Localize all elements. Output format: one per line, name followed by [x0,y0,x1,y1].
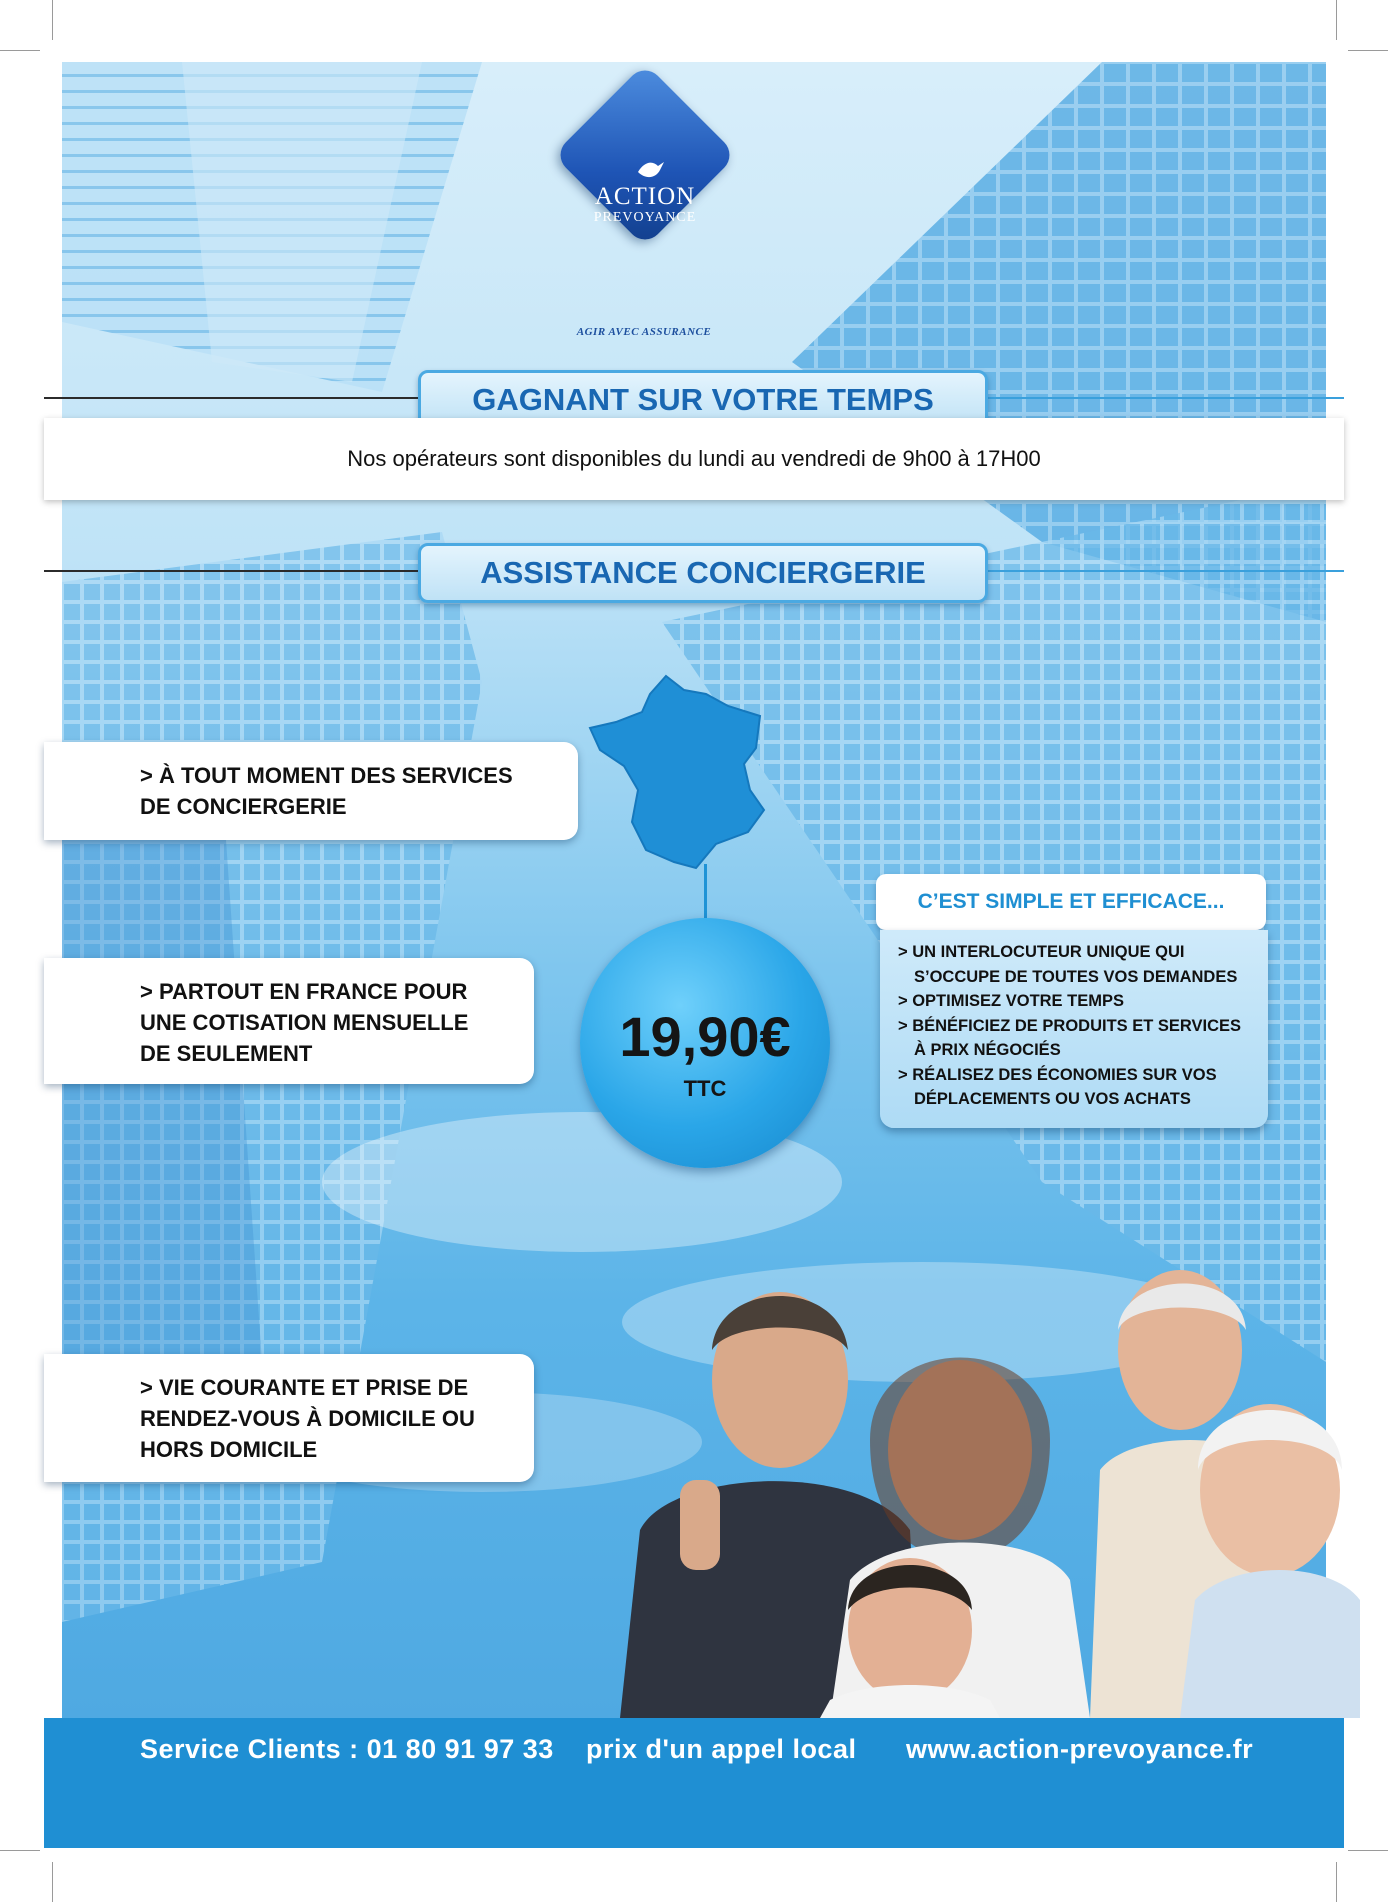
divider-line [44,397,420,399]
logo-subname: PREVOYANCE [593,210,697,225]
dove-icon [636,158,666,184]
logo-name: ACTION [594,183,696,210]
benefits-heading: C’EST SIMPLE ET EFFICACE... [876,874,1266,930]
benefit-line: S’OCCUPE DE TOUTES VOS DEMANDES [914,967,1238,986]
benefit-line: > OPTIMISEZ VOTRE TEMPS [898,992,1124,1010]
crop-mark [0,50,40,51]
crop-mark [1348,1850,1388,1851]
service-phone: Service Clients : 01 80 91 97 33 [140,1734,554,1764]
feature-card [44,742,578,840]
feature-line: DE CONCIERGERIE [140,794,347,819]
crop-mark [1336,1862,1337,1902]
feature-line: RENDEZ-VOUS À DOMICILE OU [140,1406,475,1431]
feature-line: > VIE COURANTE ET PRISE DE [140,1375,469,1400]
benefit-line: > UN INTERLOCUTEUR UNIQUE QUI [898,943,1185,961]
brand-tagline: AGIR AVEC ASSURANCE [576,326,712,338]
hours-bar: Nos opérateurs sont disponibles du lundi au vendredi de 9h00 à 17H00 [44,418,1344,500]
benefit-line: > BÉNÉFICIEZ DE PRODUITS ET SERVICES [898,1016,1242,1035]
brand-logo [540,80,760,338]
feature-line: HORS DOMICILE [140,1437,318,1462]
headline-banner: GAGNANT SUR VOTRE TEMPS [418,370,988,430]
crop-mark [52,1862,53,1902]
benefits-list [880,930,1268,1128]
feature-line: DE SEULEMENT [140,1041,313,1066]
crop-mark [1348,50,1388,51]
benefit-line: DÉPLACEMENTS OU VOS ACHATS [914,1090,1191,1108]
benefit-line: À PRIX NÉGOCIÉS [914,1041,1061,1059]
benefit-line: > RÉALISEZ DES ÉCONOMIES SUR VOS [898,1065,1217,1084]
feature-line: > PARTOUT EN FRANCE POUR [140,979,468,1004]
family-photo [530,1200,1360,1718]
price-value: 19,90€ [619,1005,791,1068]
service-title-banner: ASSISTANCE CONCIERGERIE [418,543,988,603]
divider-line [44,570,420,572]
feature-line: > À TOUT MOMENT DES SERVICES [140,763,513,788]
crop-mark [1336,0,1337,40]
france-map-icon [588,672,778,872]
feature-card [44,1354,534,1482]
crop-mark [0,1850,40,1851]
price-badge [580,918,830,1168]
call-cost: prix d'un appel local [586,1734,857,1764]
price-suffix: TTC [683,1076,727,1101]
feature-line: UNE COTISATION MENSUELLE [140,1010,469,1035]
crop-mark [52,0,53,40]
divider-line [980,570,1344,572]
map-connector [704,864,707,920]
feature-card [44,958,534,1084]
divider-line [980,397,1344,399]
website-link[interactable]: www.action-prevoyance.fr [906,1734,1254,1764]
